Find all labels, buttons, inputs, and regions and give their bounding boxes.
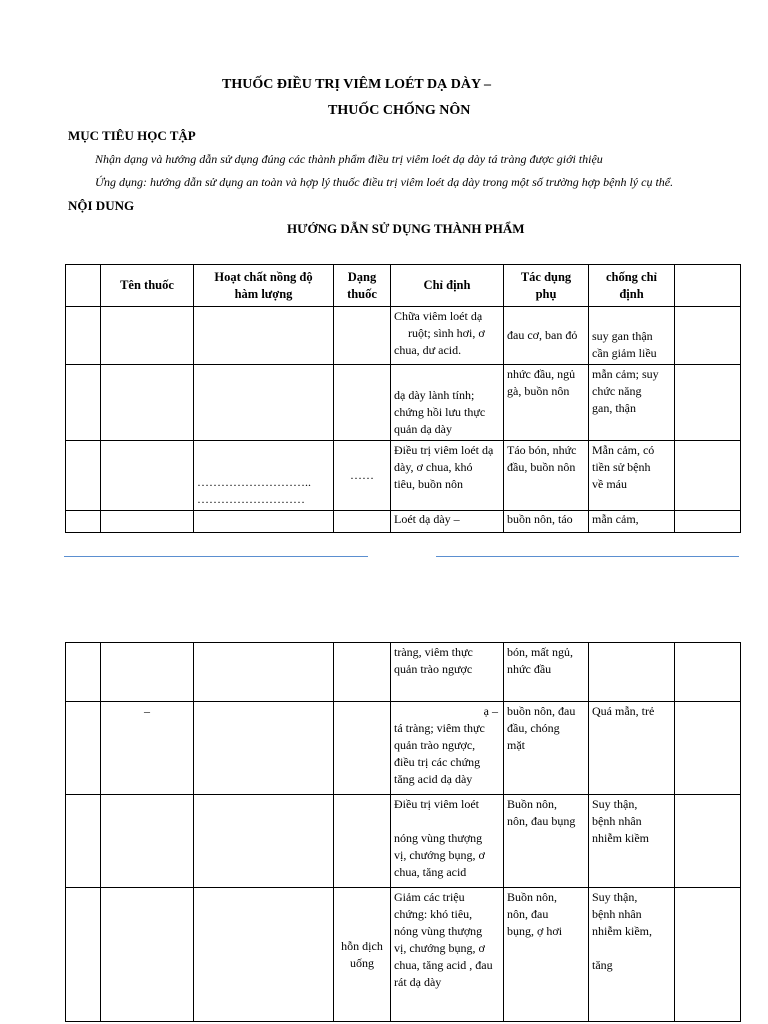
table-cell: [675, 365, 741, 441]
indication-cell: [391, 888, 504, 1022]
header-dosage-form-line2: thuốc: [347, 286, 377, 301]
table-cell: [194, 643, 334, 702]
indication-line: Giảm các triệu: [394, 890, 465, 904]
side-effects-line: nhức đầu, ngủ: [507, 367, 576, 381]
indication-line: nóng vùng thượng: [394, 924, 483, 938]
indication-line: tiêu, buồn nôn: [394, 477, 463, 491]
indication-cell: [391, 702, 504, 795]
table-cell: [675, 307, 741, 365]
table-cell: [66, 795, 101, 888]
contraindication-line: nhiễm kiềm: [592, 831, 649, 845]
header-side-effects-line1: Tác dụng: [520, 269, 572, 284]
table-cell: [101, 365, 194, 441]
table-cell: [675, 511, 741, 533]
indication-cell: Loét dạ dày –: [391, 511, 504, 533]
header-side-effects-line2: phụ: [535, 286, 557, 301]
contraindication-line: về máu: [592, 477, 627, 491]
dosage-form-line: uống: [350, 955, 374, 970]
objective-2: Ứng dụng: hướng dẫn sử dụng an toàn và hợp lý thuốc điều trị viêm loét dạ dày trong một số trường hợp bệnh lý cụ thể.: [95, 175, 674, 189]
indication-line: tràng, viêm thực: [394, 645, 473, 659]
side-effects-line: buồn nôn, đau: [507, 704, 576, 718]
indication-line: vị, chướng bụng, ơ: [394, 848, 485, 862]
table-cell: [334, 365, 391, 441]
indication-line: nóng vùng thượng: [394, 831, 483, 845]
indication-line: dày, ơ chua, khó: [394, 460, 473, 474]
side-effects-cell: buồn nôn, táo: [504, 511, 589, 533]
table-cell: [101, 643, 194, 702]
contraindication-line: Mẫn cảm, có: [592, 443, 655, 457]
indication-line: dạ dày lành tính;: [394, 388, 475, 402]
table-cell: [66, 888, 101, 1022]
drug-table-page2: [65, 642, 741, 1022]
table-cell: [66, 643, 101, 702]
indication-line: ruột; sình hơi, ơ: [408, 326, 485, 340]
table-cell: [194, 511, 334, 533]
table-cell: [194, 702, 334, 795]
header-active-ingredient-line1: Hoạt chất nồng độ: [214, 269, 313, 284]
side-effects-line: Buồn nôn,: [507, 797, 558, 811]
contraindication-line: gan, thận: [592, 401, 636, 415]
table-row: [66, 307, 741, 365]
table-row: [66, 888, 741, 1022]
table-cell: [334, 307, 391, 365]
document-title-line2: THUỐC CHỐNG NÔN: [328, 103, 471, 118]
side-effects-line: mặt: [507, 738, 525, 752]
header-active-ingredient-line2: hàm lượng: [234, 286, 293, 301]
table-cell: [101, 307, 194, 365]
indication-line: chứng hồi lưu thực: [394, 405, 486, 419]
header-contraindication-line1: chống chỉ: [605, 269, 658, 284]
table-cell: [101, 511, 194, 533]
table-cell: [334, 511, 391, 533]
side-effects-cell: [504, 795, 589, 888]
page-break-line-right: [436, 556, 739, 557]
table-row: [66, 365, 741, 441]
table-cell: [675, 795, 741, 888]
dosage-form-line: hỗn dịch: [341, 938, 383, 953]
table-row: [66, 441, 741, 511]
contraindication-cell: [589, 795, 675, 888]
page-break-line-left: [64, 556, 368, 557]
contraindication-line: Suy thận,: [592, 797, 638, 811]
indication-cell: [391, 643, 504, 702]
side-effects-line: nôn, đau: [507, 907, 549, 921]
header-drug-name: Tên thuốc: [101, 265, 194, 307]
table-cell: [66, 307, 101, 365]
contraindication-line: tăng: [592, 958, 613, 972]
table-row: [66, 702, 741, 795]
side-effects-line: Táo bón, nhức: [507, 443, 577, 457]
side-effects-cell: [504, 365, 589, 441]
table-cell: [589, 643, 675, 702]
side-effects-line: đầu, buồn nôn: [507, 460, 576, 474]
header-extra-cell: [675, 265, 741, 307]
indication-line: điều trị các chứng: [394, 755, 481, 769]
table-cell: [66, 511, 101, 533]
table-cell: [675, 702, 741, 795]
contraindication-cell: [589, 365, 675, 441]
table-cell: [675, 441, 741, 511]
table-cell: [334, 795, 391, 888]
indication-line-blank: [394, 813, 500, 830]
table-cell: [194, 888, 334, 1022]
table-cell: [194, 795, 334, 888]
objectives-heading: MỤC TIÊU HỌC TẬP: [68, 128, 196, 143]
contraindication-line-blank: [592, 940, 671, 957]
side-effects-cell: [504, 441, 589, 511]
side-effects-line: bụng, ợ hơi: [507, 924, 563, 938]
contraindication-line: suy gan thận: [592, 329, 653, 343]
side-effects-line: Buồn nôn,: [507, 890, 558, 904]
section-heading: HƯỚNG DẪN SỬ DỤNG THÀNH PHẨM: [287, 221, 525, 236]
active-ingredient-cell: [194, 441, 334, 511]
table-cell: [101, 888, 194, 1022]
side-effects-line: nhức đầu: [507, 662, 552, 676]
drug-name-cell: –: [101, 702, 194, 795]
table-header-row: [66, 265, 741, 307]
indication-line: quản trào ngược: [394, 662, 473, 676]
table-row: [66, 795, 741, 888]
indication-cell: [391, 307, 504, 365]
indication-cell: [391, 441, 504, 511]
contraindication-cell: [589, 888, 675, 1022]
contraindication-line: mẫn cảm; suy: [592, 367, 659, 381]
table-cell: [194, 307, 334, 365]
active-ingredient-blank: ………………………..: [197, 475, 311, 489]
table-cell: [66, 441, 101, 511]
table-cell: [675, 888, 741, 1022]
table-cell: [101, 441, 194, 511]
contraindication-line: cần giảm liều: [592, 346, 657, 360]
header-index-cell: [66, 265, 101, 307]
indication-line: chua, tăng acid , đau: [394, 958, 493, 972]
header-active-ingredient: [194, 265, 334, 307]
indication-cell: [391, 365, 504, 441]
table-cell: [66, 365, 101, 441]
side-effects-line: bón, mất ngủ,: [507, 645, 573, 659]
contraindication-line: Suy thận,: [592, 890, 638, 904]
contraindication-line: chức năng: [592, 384, 642, 398]
table-cell: [66, 702, 101, 795]
table-row: [66, 643, 741, 702]
indication-line: vị, chướng bụng, ơ: [394, 941, 485, 955]
side-effects-line: đầu, chóng: [507, 721, 560, 735]
contraindication-line: bệnh nhân: [592, 907, 642, 921]
header-side-effects: [504, 265, 589, 307]
active-ingredient-blank: ………………………: [197, 492, 305, 506]
side-effects-cell: đau cơ, ban đỏ: [504, 307, 589, 365]
indication-line: chua, tăng acid: [394, 865, 467, 879]
side-effects-cell: [504, 888, 589, 1022]
drug-table-page1: [65, 264, 741, 533]
indication-line: quản trào ngược,: [394, 738, 476, 752]
side-effects-cell: [504, 702, 589, 795]
table-cell: [101, 795, 194, 888]
objective-1: Nhận dạng và hướng dẫn sử dụng đúng các thành phẩm điều trị viêm loét dạ dày tá tràng được giới thiệu: [95, 152, 603, 166]
table-row: [66, 511, 741, 533]
header-dosage-form-line1: Dạng: [347, 269, 377, 284]
contraindication-cell: Quá mẫn, trẻ: [589, 702, 675, 795]
side-effects-cell: [504, 643, 589, 702]
indication-cell: [391, 795, 504, 888]
dosage-form-cell: ……: [334, 441, 391, 511]
side-effects-line: gà, buồn nôn: [507, 384, 570, 398]
indication-line: tăng acid dạ dày: [394, 772, 473, 786]
header-dosage-form: [334, 265, 391, 307]
content-heading: NỘI DUNG: [68, 198, 135, 213]
indication-line: rát dạ dày: [394, 975, 442, 989]
indication-line: tá tràng; viêm thực: [394, 721, 485, 735]
dosage-form-cell: [334, 888, 391, 1022]
indication-line: Chữa viêm loét dạ: [394, 309, 483, 323]
table-cell: [334, 702, 391, 795]
table-cell: [675, 643, 741, 702]
indication-line: ạ –: [483, 704, 498, 718]
contraindication-cell: [589, 307, 675, 365]
contraindication-line: bệnh nhân: [592, 814, 642, 828]
header-contraindication: [589, 265, 675, 307]
header-contraindication-line2: định: [619, 286, 644, 301]
side-effects-line: nôn, đau bụng: [507, 814, 576, 828]
indication-line: quản dạ dày: [394, 422, 452, 436]
document-title-line1: THUỐC ĐIỀU TRỊ VIÊM LOÉT DẠ DÀY –: [222, 77, 492, 92]
indication-line: Điều trị viêm loét: [394, 797, 479, 811]
header-indication: Chỉ định: [391, 265, 504, 307]
contraindication-cell: mẫn cảm,: [589, 511, 675, 533]
contraindication-line: tiền sử bệnh: [592, 460, 651, 474]
indication-line: chua, dư acid.: [394, 343, 462, 357]
contraindication-line: nhiễm kiềm,: [592, 924, 652, 938]
table-cell: [334, 643, 391, 702]
contraindication-cell: [589, 441, 675, 511]
indication-line: Điều trị viêm loét dạ: [394, 443, 494, 457]
indication-line: chứng: khó tiêu,: [394, 907, 473, 921]
table-cell: [194, 365, 334, 441]
